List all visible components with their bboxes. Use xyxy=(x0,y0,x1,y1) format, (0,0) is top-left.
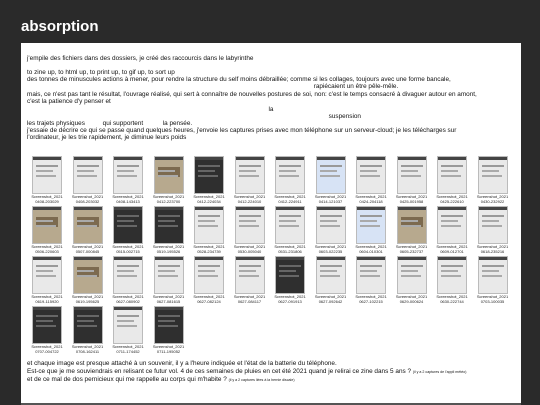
thumbnail-item[interactable] xyxy=(270,256,310,304)
thumbnail-date: 0627-081615 xyxy=(156,298,181,304)
thumbnail-caption xyxy=(189,245,229,254)
zine-page xyxy=(21,43,521,405)
thumbnail-item[interactable] xyxy=(432,256,472,304)
thumbnail-image[interactable] xyxy=(437,156,467,194)
thumbnail-filename: Screenshot_2021 xyxy=(71,344,104,349)
paragraph-4a: les trajets physiques qui supportent la pensée. xyxy=(27,120,193,127)
thumbnail-filename: Screenshot_2021 xyxy=(476,194,509,199)
thumbnail-caption xyxy=(149,295,189,304)
thumbnail-caption xyxy=(432,245,472,254)
thumbnail-filename: Screenshot_2021 xyxy=(112,244,144,249)
thumbnail-image[interactable] xyxy=(154,206,184,244)
thumbnail-filename: Screenshot_2021 xyxy=(71,194,104,199)
paragraph-4b: j'essaie de décrire ce qui se passe quand quelques heures, j'envoie les captures prises avec mon téléphone sur un serveur-cloud; je les télécharges sur xyxy=(27,127,457,134)
thumbnail-filename: Screenshot_2021 xyxy=(71,244,104,249)
thumbnail-filename: Screenshot_2021 xyxy=(314,244,347,249)
thumbnail-item[interactable] xyxy=(189,206,229,254)
thumbnail-date: 0630-222744 xyxy=(440,298,464,304)
thumbnail-filename: Screenshot_2021 xyxy=(71,294,104,299)
thumbnail-item[interactable] xyxy=(149,206,189,254)
thumbnail-caption xyxy=(473,195,513,204)
thumbnail-caption xyxy=(189,295,229,304)
thumbnail-caption xyxy=(230,195,270,204)
paragraph-2c: rapiécaient un être pêle-mêle. xyxy=(313,83,399,90)
thumbnail-item[interactable] xyxy=(311,206,351,254)
thumbnail-image[interactable] xyxy=(356,256,386,294)
thumbnail-item[interactable] xyxy=(392,256,432,304)
thumbnail-image[interactable] xyxy=(194,256,224,294)
thumbnail-item[interactable] xyxy=(311,256,351,304)
thumbnail-item[interactable] xyxy=(68,306,108,354)
thumbnail-image[interactable] xyxy=(154,256,184,294)
thumbnail-date: 0629-000624 xyxy=(399,298,424,304)
page-title: absorption xyxy=(21,18,99,35)
paragraph-6b-text: et de ce mal de dos pernicieux qui me rappelle au corps qui m'habite ? xyxy=(27,376,227,383)
thumbnail-caption xyxy=(270,195,310,204)
thumbnail-image[interactable] xyxy=(113,156,143,194)
thumbnail-image[interactable] xyxy=(113,206,143,244)
thumbnail-caption xyxy=(392,295,432,304)
thumbnail-date: 0530-005040 xyxy=(237,248,262,254)
thumbnail-caption xyxy=(432,195,472,204)
thumbnail-item[interactable] xyxy=(473,156,513,204)
thumbnail-image[interactable] xyxy=(73,306,103,344)
thumbnail-date: 0414-121037 xyxy=(318,198,343,204)
thumbnail-caption xyxy=(149,195,189,204)
thumbnail-caption xyxy=(311,245,351,254)
thumbnail-date: 0627-084117 xyxy=(237,298,262,304)
thumbnail-caption xyxy=(351,195,391,204)
thumbnail-date: 0605-232737 xyxy=(399,248,424,254)
thumbnail-caption xyxy=(351,295,391,304)
thumbnail-image[interactable] xyxy=(397,256,427,294)
thumbnail-caption xyxy=(149,345,189,354)
thumbnail-image[interactable] xyxy=(154,156,184,194)
thumbnail-caption xyxy=(311,195,351,204)
thumbnail-caption xyxy=(68,245,108,254)
thumbnail-filename: Screenshot_2021 xyxy=(436,244,468,249)
thumbnail-date: 0507-000845 xyxy=(75,248,100,254)
paragraph-1: j'empile des fichiers dans des dossiers, je créé des raccourcis dans le labyrinthe xyxy=(27,55,254,62)
thumbnail-date: 0619-195625 xyxy=(75,298,100,304)
thumbnail-filename: Screenshot_2021 xyxy=(355,294,387,299)
thumbnail-caption xyxy=(68,195,108,204)
thumbnail-image[interactable] xyxy=(235,206,265,244)
thumbnail-filename: Screenshot_2021 xyxy=(314,294,347,299)
thumbnail-image[interactable] xyxy=(73,156,103,194)
thumbnail-image[interactable] xyxy=(275,256,305,294)
thumbnail-filename: Screenshot_2021 xyxy=(233,194,266,199)
thumbnail-date: 0707-004722 xyxy=(35,348,59,354)
thumbnail-filename: Screenshot_2021 xyxy=(193,194,225,199)
thumbnail-filename: Screenshot_2021 xyxy=(233,294,266,299)
thumbnail-image[interactable] xyxy=(275,206,305,244)
thumbnail-date: 0618-235216 xyxy=(480,248,505,254)
paragraph-6b-note: (il y a 2 captures liées à la hernie discale) xyxy=(228,378,295,382)
thumbnail-filename: Screenshot_2021 xyxy=(476,244,509,249)
thumbnail-filename: Screenshot_2021 xyxy=(233,244,266,249)
thumbnail-item[interactable] xyxy=(27,256,67,304)
thumbnail-filename: Screenshot_2021 xyxy=(112,194,144,199)
thumbnail-image[interactable] xyxy=(275,156,305,194)
thumbnail-filename: Screenshot_2021 xyxy=(152,194,185,199)
thumbnail-filename: Screenshot_2021 xyxy=(31,344,63,349)
paragraph-3a-text: mais, ce n'est pas tant le résultat, l'ouvrage réalisé, qui sert à connaître de nouvelles postures de soi, non: c'est le temps consacré à divaguer autour en amont, xyxy=(27,91,477,98)
thumbnail-filename: Screenshot_2021 xyxy=(193,294,225,299)
thumbnail-date: 0515-002715 xyxy=(116,248,140,254)
thumbnail-item[interactable] xyxy=(149,306,189,354)
thumbnail-image[interactable] xyxy=(316,156,346,194)
thumbnail-filename: Screenshot_2021 xyxy=(314,194,347,199)
thumbnail-image[interactable] xyxy=(316,256,346,294)
thumbnail-date: 0425-222610 xyxy=(440,198,464,204)
thumbnail-date: 0424-204118 xyxy=(359,198,383,204)
thumbnail-item[interactable] xyxy=(392,156,432,204)
thumbnail-caption xyxy=(311,295,351,304)
thumbnail-filename: Screenshot_2021 xyxy=(274,294,306,299)
thumbnail-item[interactable] xyxy=(432,156,472,204)
thumbnail-date: 0627-080902 xyxy=(116,298,140,304)
thumbnail-filename: Screenshot_2021 xyxy=(152,294,185,299)
thumbnail-filename: Screenshot_2021 xyxy=(152,344,185,349)
thumbnail-image[interactable] xyxy=(32,156,62,194)
thumbnail-caption xyxy=(392,195,432,204)
thumbnail-date: 0528-234739 xyxy=(197,248,221,254)
thumbnail-filename: Screenshot_2021 xyxy=(193,244,225,249)
thumbnail-image[interactable] xyxy=(73,206,103,244)
thumbnail-caption xyxy=(270,295,310,304)
thumbnail-caption xyxy=(108,245,148,254)
thumbnail-image[interactable] xyxy=(32,206,62,244)
thumbnail-image[interactable] xyxy=(194,206,224,244)
thumbnail-item[interactable] xyxy=(108,256,148,304)
thumbnail-item[interactable] xyxy=(311,156,351,204)
thumbnail-item[interactable] xyxy=(68,206,108,254)
paragraph-2b: des tonnes de minuscules actions à mener, pour rendre la structure du self moins débraillée; comme si les collages, toujours avec une forme bancale, xyxy=(27,76,451,83)
thumbnail-filename: Screenshot_2021 xyxy=(31,294,63,299)
thumbnail-caption xyxy=(27,295,67,304)
thumbnail-date: 0408-203032 xyxy=(75,198,100,204)
thumbnail-filename: Screenshot_2021 xyxy=(436,294,468,299)
thumbnail-date: 0412-223700 xyxy=(156,198,181,204)
thumbnail-image[interactable] xyxy=(154,306,184,344)
thumbnail-image[interactable] xyxy=(32,256,62,294)
thumbnail-caption xyxy=(27,345,67,354)
thumbnail-filename: Screenshot_2021 xyxy=(355,244,387,249)
thumbnail-date: 0627-082124 xyxy=(197,298,221,304)
thumbnail-date: 0412-224911 xyxy=(278,198,302,204)
thumbnail-item[interactable] xyxy=(230,156,270,204)
thumbnail-filename: Screenshot_2021 xyxy=(476,294,509,299)
thumbnail-item[interactable] xyxy=(270,206,310,254)
thumbnail-date: 0711-195052 xyxy=(156,348,181,354)
thumbnail-caption xyxy=(432,295,472,304)
thumbnail-date: 0408-203029 xyxy=(35,198,59,204)
paragraph-5: et chaque image est presque attaché à un souvenir, il y a l'heure indiquée et l'état de la batterie du téléphone. xyxy=(27,360,337,367)
thumbnail-item[interactable] xyxy=(27,206,67,254)
thumbnail-image[interactable] xyxy=(437,206,467,244)
thumbnail-filename: Screenshot_2021 xyxy=(31,244,63,249)
paragraph-6a-note: (il y a 2 captures de l'appli météo) xyxy=(412,370,467,374)
thumbnail-item[interactable] xyxy=(108,206,148,254)
thumbnail-caption xyxy=(108,195,148,204)
thumbnail-filename: Screenshot_2021 xyxy=(395,194,428,199)
thumbnail-caption xyxy=(230,245,270,254)
thumbnail-item[interactable] xyxy=(27,156,67,204)
paragraph-6a-text: Est-ce que je me souviendrais en relisant ce futur vol. 4 de ces semaines de pluies en cet été 2021 quand je relirai ce zine dans 5 ans ? xyxy=(27,368,412,375)
thumbnail-item[interactable] xyxy=(432,206,472,254)
thumbnail-caption xyxy=(270,245,310,254)
thumbnail-date: 0619-115920 xyxy=(35,298,59,304)
thumbnail-item[interactable] xyxy=(351,206,391,254)
thumbnail-date: 0603-022235 xyxy=(318,248,343,254)
thumbnail-image[interactable] xyxy=(397,206,427,244)
thumbnail-caption xyxy=(108,345,148,354)
thumbnail-image[interactable] xyxy=(32,306,62,344)
thumbnail-item[interactable] xyxy=(270,156,310,204)
thumbnail-image[interactable] xyxy=(235,156,265,194)
thumbnail-caption xyxy=(108,295,148,304)
thumbnail-item[interactable] xyxy=(149,156,189,204)
paragraph-4c: l'ordinateur, je les trie rapidement, je diminue leurs poids xyxy=(27,134,187,141)
thumbnail-filename: Screenshot_2021 xyxy=(274,194,306,199)
thumbnail-filename: Screenshot_2021 xyxy=(152,244,185,249)
thumbnail-item[interactable] xyxy=(189,256,229,304)
thumbnail-filename: Screenshot_2021 xyxy=(112,294,144,299)
thumbnail-item[interactable] xyxy=(68,156,108,204)
thumbnail-date: 0711-174452 xyxy=(116,348,140,354)
thumbnail-filename: Screenshot_2021 xyxy=(112,344,144,349)
thumbnail-caption xyxy=(27,245,67,254)
thumbnail-filename: Screenshot_2021 xyxy=(395,294,428,299)
thumbnail-item[interactable] xyxy=(27,306,67,354)
thumbnail-caption xyxy=(473,295,513,304)
thumbnail-image[interactable] xyxy=(113,256,143,294)
paragraph-3b: c'est la patience d'y penser et xyxy=(27,98,111,105)
thumbnail-item[interactable] xyxy=(351,256,391,304)
thumbnail-filename: Screenshot_2021 xyxy=(436,194,468,199)
thumbnail-item[interactable] xyxy=(108,306,148,354)
thumbnail-item[interactable] xyxy=(68,256,108,304)
paragraph-6b xyxy=(27,376,515,384)
thumbnail-image[interactable] xyxy=(316,206,346,244)
thumbnail-date: 0430-232922 xyxy=(480,198,505,204)
thumbnail-caption xyxy=(230,295,270,304)
thumbnail-image[interactable] xyxy=(478,206,508,244)
thumbnail-caption xyxy=(473,245,513,254)
thumbnail-caption xyxy=(68,295,108,304)
thumbnail-caption xyxy=(27,195,67,204)
paragraph-3d: suspension xyxy=(328,113,361,120)
thumbnail-date: 0627-091913 xyxy=(278,298,302,304)
paragraph-3c: la xyxy=(268,106,274,113)
thumbnail-date: 0412-224034 xyxy=(197,198,221,204)
thumbnail-date: 0506-220603 xyxy=(35,248,59,254)
thumbnail-image[interactable] xyxy=(235,256,265,294)
thumbnail-filename: Screenshot_2021 xyxy=(274,244,306,249)
thumbnail-item[interactable] xyxy=(392,206,432,254)
thumbnail-image[interactable] xyxy=(478,156,508,194)
thumbnail-date: 0703-100035 xyxy=(480,298,505,304)
thumbnail-item[interactable] xyxy=(108,156,148,204)
thumbnail-date: 0604-010301 xyxy=(359,248,383,254)
thumbnail-caption xyxy=(68,345,108,354)
thumbnail-image[interactable] xyxy=(478,256,508,294)
thumbnail-filename: Screenshot_2021 xyxy=(31,194,63,199)
thumbnail-date: 0412-224010 xyxy=(237,198,262,204)
thumbnail-filename: Screenshot_2021 xyxy=(395,244,428,249)
thumbnail-date: 0519-195526 xyxy=(156,248,181,254)
thumbnail-date: 0609-012701 xyxy=(440,248,464,254)
thumbnail-caption xyxy=(392,245,432,254)
thumbnail-item[interactable] xyxy=(230,206,270,254)
thumbnail-image[interactable] xyxy=(397,156,427,194)
thumbnail-caption xyxy=(149,245,189,254)
thumbnail-item[interactable] xyxy=(189,156,229,204)
thumbnail-date: 0627-092642 xyxy=(318,298,343,304)
thumbnail-image[interactable] xyxy=(437,256,467,294)
thumbnail-date: 0531-231806 xyxy=(278,248,302,254)
thumbnail-image[interactable] xyxy=(356,156,386,194)
thumbnail-filename: Screenshot_2021 xyxy=(355,194,387,199)
thumbnail-date: 0408-143413 xyxy=(116,198,140,204)
thumbnail-date: 0627-102215 xyxy=(359,298,383,304)
paragraph-2a: to zine up, to html up, to print up, to gif up, to sort up xyxy=(27,69,175,76)
thumbnail-caption xyxy=(189,195,229,204)
thumbnail-item[interactable] xyxy=(473,206,513,254)
thumbnail-image[interactable] xyxy=(356,206,386,244)
thumbnail-image[interactable] xyxy=(113,306,143,344)
thumbnail-item[interactable] xyxy=(149,256,189,304)
thumbnail-item[interactable] xyxy=(473,256,513,304)
thumbnail-item[interactable] xyxy=(351,156,391,204)
thumbnail-image[interactable] xyxy=(194,156,224,194)
thumbnail-date: 0425-001958 xyxy=(399,198,424,204)
thumbnail-item[interactable] xyxy=(230,256,270,304)
thumbnail-caption xyxy=(351,245,391,254)
thumbnail-image[interactable] xyxy=(73,256,103,294)
thumbnail-date: 0708-162411 xyxy=(75,348,100,354)
